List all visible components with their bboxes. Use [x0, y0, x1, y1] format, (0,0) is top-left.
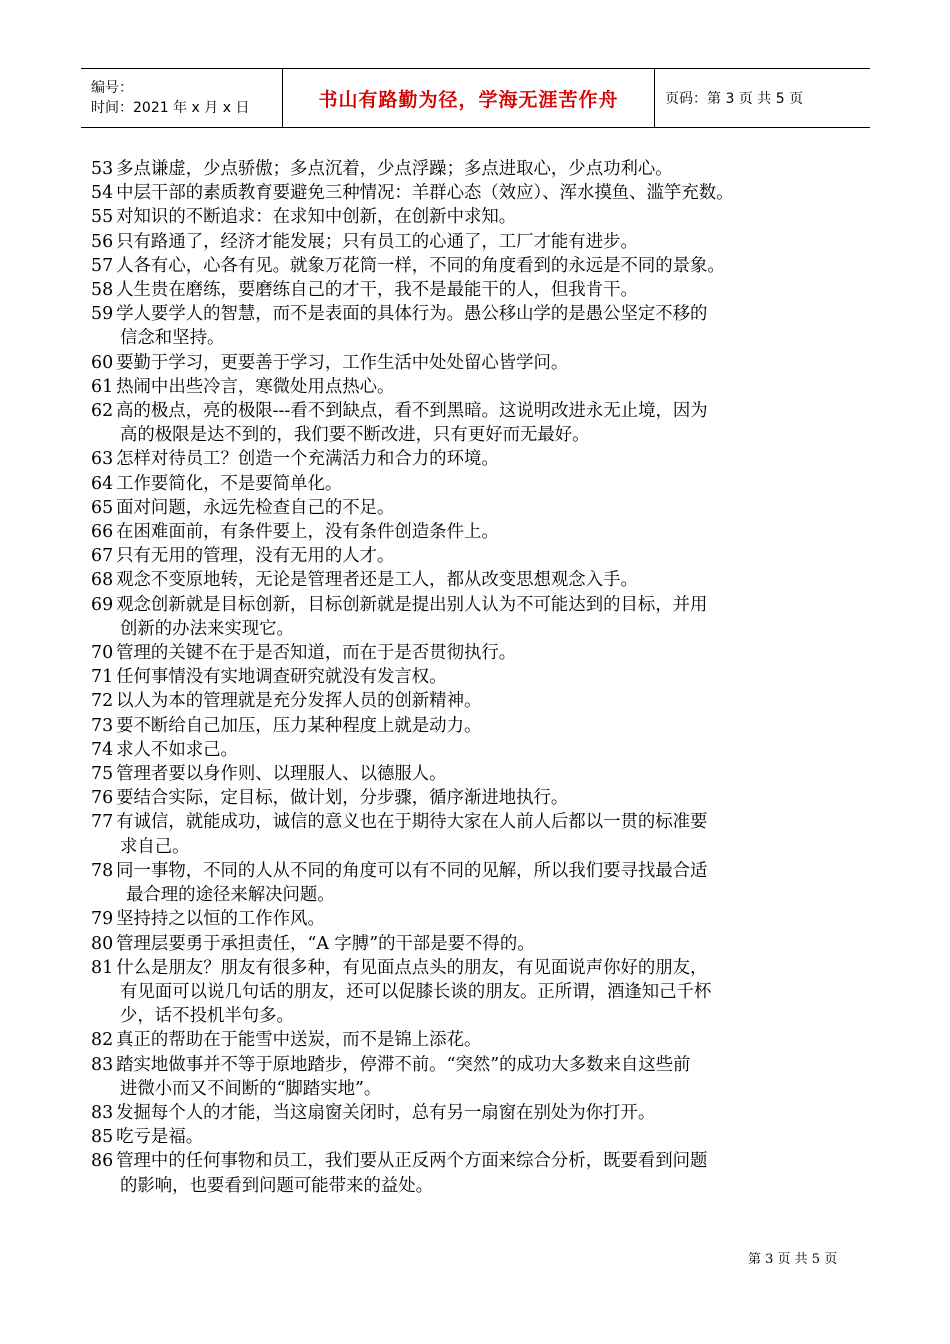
- item-number: 57: [91, 255, 114, 276]
- page-footer: 第 3 页 共 5 页: [748, 1252, 838, 1267]
- header-page-info: 页码：第 3 页 共 5 页: [665, 91, 804, 107]
- list-item: [91, 1053, 866, 1077]
- list-item: [91, 932, 866, 956]
- item-number: 55: [91, 207, 114, 228]
- item-number: 61: [91, 376, 114, 397]
- list-item: [91, 399, 866, 423]
- list-item: [91, 907, 866, 931]
- list-item: [91, 278, 866, 302]
- item-text: 观念创新就是目标创新，目标创新就是提出别人认为不可能达到的目标，并用: [116, 594, 708, 615]
- item-number: 60: [91, 352, 114, 373]
- item-number: 58: [91, 280, 114, 301]
- item-text: 要勤于学习，更要善于学习，工作生活中处处留心皆学问。: [116, 352, 569, 373]
- item-text: 怎样对待员工？创造一个充满活力和合力的环境。: [116, 449, 499, 470]
- item-text: 在困难面前，有条件要上，没有条件创造条件上。: [116, 522, 499, 543]
- item-number: 78: [91, 860, 114, 881]
- item-number: 76: [91, 788, 114, 809]
- list-item: [91, 254, 866, 278]
- item-text: 要不断给自己加压，压力某种程度上就是动力。: [116, 715, 482, 736]
- list-item: [91, 859, 866, 883]
- item-text: 要结合实际，定目标，做计划，分步骤，循序渐进地执行。: [116, 788, 569, 809]
- list-item: [91, 762, 866, 786]
- item-number: 85: [91, 1127, 114, 1148]
- item-number: 69: [91, 594, 114, 615]
- item-number: 83: [91, 1102, 114, 1123]
- item-text: 坚持持之以恒的工作作风。: [116, 909, 325, 930]
- item-number: 80: [91, 933, 114, 954]
- item-text: 面对问题，永远先检查自己的不足。: [116, 497, 395, 518]
- list-item: [91, 472, 866, 496]
- list-item: [91, 230, 866, 254]
- item-text: 任何事情没有实地调查研究就没有发言权。: [116, 667, 447, 688]
- list-item: [91, 181, 866, 205]
- item-number: 79: [91, 909, 114, 930]
- list-item: [91, 714, 866, 738]
- item-text: 管理的关键不在于是否知道，而在于是否贯彻执行。: [116, 643, 517, 664]
- item-text: 求人不如求己。: [116, 739, 238, 760]
- list-item-continuation: [91, 1077, 866, 1101]
- list-item: [91, 544, 866, 568]
- item-number: 70: [91, 643, 114, 664]
- item-number: 82: [91, 1030, 114, 1051]
- item-number: 67: [91, 546, 114, 567]
- list-item-continuation: [91, 326, 866, 350]
- item-number: 86: [91, 1151, 114, 1172]
- list-item: [91, 447, 866, 471]
- list-item: [91, 689, 866, 713]
- item-text: 同一事物，不同的人从不同的角度可以有不同的见解，所以我们要寻找最合适: [116, 860, 708, 881]
- item-text: 的影响，也要看到问题可能带来的益处。: [120, 1175, 434, 1196]
- document-number-label: 编号：: [91, 80, 133, 96]
- document-date: 时间：2021 年 x 月 x 日: [91, 100, 250, 116]
- list-item-continuation: [91, 617, 866, 641]
- item-number: 83: [91, 1054, 114, 1075]
- list-item: [91, 1149, 866, 1173]
- item-number: 64: [91, 473, 114, 494]
- item-number: 56: [91, 231, 114, 252]
- item-number: 63: [91, 449, 114, 470]
- item-text: 工作要简化，不是要简单化。: [116, 473, 343, 494]
- item-text: 管理者要以身作则、以理服人、以德服人。: [116, 764, 447, 785]
- item-text: 高的极点，亮的极限---看不到缺点，看不到黑暗。这说明改进永无止境，因为: [116, 401, 708, 422]
- page-header: [81, 68, 870, 128]
- item-text: 学人要学人的智慧，而不是表面的具体行为。愚公移山学的是愚公坚定不移的: [116, 304, 708, 325]
- list-item: [91, 1028, 866, 1052]
- item-text: 真正的帮助在于能雪中送炭，而不是锦上添花。: [116, 1030, 482, 1051]
- item-number: 75: [91, 764, 114, 785]
- item-number: 81: [91, 957, 114, 978]
- item-text: 中层干部的素质教育要避免三种情况：羊群心态（效应）、浑水摸鱼、滥竽充数。: [116, 183, 734, 204]
- item-text: 以人为本的管理就是充分发挥人员的创新精神。: [116, 691, 482, 712]
- list-item-continuation: [91, 1174, 866, 1198]
- item-text: 创新的办法来实现它。: [120, 618, 294, 639]
- list-item-continuation: [91, 980, 866, 1004]
- list-item: [91, 641, 866, 665]
- item-text: 信念和坚持。: [120, 328, 225, 349]
- item-text: 求自己。: [120, 836, 190, 857]
- item-text: 进微小而又不间断的“脚踏实地”。: [120, 1078, 382, 1099]
- list-item-continuation: [91, 835, 866, 859]
- list-item: [91, 786, 866, 810]
- item-number: 54: [91, 183, 114, 204]
- item-number: 68: [91, 570, 114, 591]
- item-text: 有见面可以说几句话的朋友，还可以促膝长谈的朋友。正所谓，酒逢知己千杯: [120, 981, 712, 1002]
- item-number: 72: [91, 691, 114, 712]
- list-item: [91, 665, 866, 689]
- list-item: [91, 1101, 866, 1125]
- item-text: 人各有心，心各有见。就象万花筒一样，不同的角度看到的永远是不同的景象。: [116, 255, 725, 276]
- list-item: [91, 351, 866, 375]
- item-number: 77: [91, 812, 114, 833]
- list-item: [91, 302, 866, 326]
- item-text: 什么是朋友？朋友有很多种，有见面点点头的朋友，有见面说声你好的朋友，: [116, 957, 708, 978]
- item-number: 66: [91, 522, 114, 543]
- item-text: 有诚信，就能成功，诚信的意义也在于期待大家在人前人后都以一贯的标准要: [116, 812, 708, 833]
- list-item-continuation: [91, 883, 866, 907]
- item-text: 少，话不投机半句多。: [120, 1006, 294, 1027]
- list-item-continuation: [91, 1004, 866, 1028]
- list-item: [91, 810, 866, 834]
- item-number: 71: [91, 667, 114, 688]
- item-number: 62: [91, 401, 114, 422]
- item-text: 发掘每个人的才能，当这扇窗关闭时，总有另一扇窗在别处为你打开。: [116, 1102, 656, 1123]
- item-text: 多点谦虚，少点骄傲；多点沉着，少点浮躁；多点进取心，少点功利心。: [116, 159, 673, 179]
- item-text: 观念不变原地转，无论是管理者还是工人，都从改变思想观念入手。: [116, 570, 638, 591]
- item-number: 59: [91, 304, 114, 325]
- item-text: 高的极限是达不到的，我们要不断改进，只有更好而无最好。: [120, 425, 590, 446]
- item-text: 吃亏是福。: [116, 1127, 204, 1148]
- list-item: [91, 157, 866, 181]
- item-number: 74: [91, 739, 114, 760]
- item-text: 踏实地做事并不等于原地踏步，停滞不前。“突然”的成功大多数来自这些前: [116, 1054, 691, 1075]
- list-item-continuation: [91, 423, 866, 447]
- item-text: 对知识的不断追求：在求知中创新，在创新中求知。: [116, 207, 517, 228]
- item-text: 人生贵在磨练，要磨练自己的才干，我不是最能干的人，但我肯干。: [116, 280, 638, 301]
- item-number: 65: [91, 497, 114, 518]
- list-item: [91, 568, 866, 592]
- item-text: 管理层要勇于承担责任，“A 字膊”的干部是要不得的。: [116, 933, 535, 954]
- item-text: 最合理的途径来解决问题。: [126, 885, 335, 906]
- item-text: 热闹中出些冷言，寒微处用点热心。: [116, 376, 395, 397]
- item-text: 只有路通了，经济才能发展；只有员工的心通了，工厂才能有进步。: [116, 231, 638, 252]
- document-body: [91, 157, 866, 1198]
- list-item: [91, 205, 866, 229]
- list-item: [91, 1125, 866, 1149]
- list-item: [91, 593, 866, 617]
- header-motto: 书山有路勤为径，学海无涯苦作舟: [283, 69, 655, 127]
- item-text: 只有无用的管理，没有无用的人才。: [116, 546, 395, 567]
- list-item: [91, 956, 866, 980]
- list-item: [91, 496, 866, 520]
- item-number: 53: [91, 159, 114, 179]
- item-text: 管理中的任何事物和员工，我们要从正反两个方面来综合分析，既要看到问题: [116, 1151, 708, 1172]
- header-meta: [81, 69, 283, 127]
- list-item: [91, 738, 866, 762]
- item-number: 73: [91, 715, 114, 736]
- list-item: [91, 520, 866, 544]
- list-item: [91, 375, 866, 399]
